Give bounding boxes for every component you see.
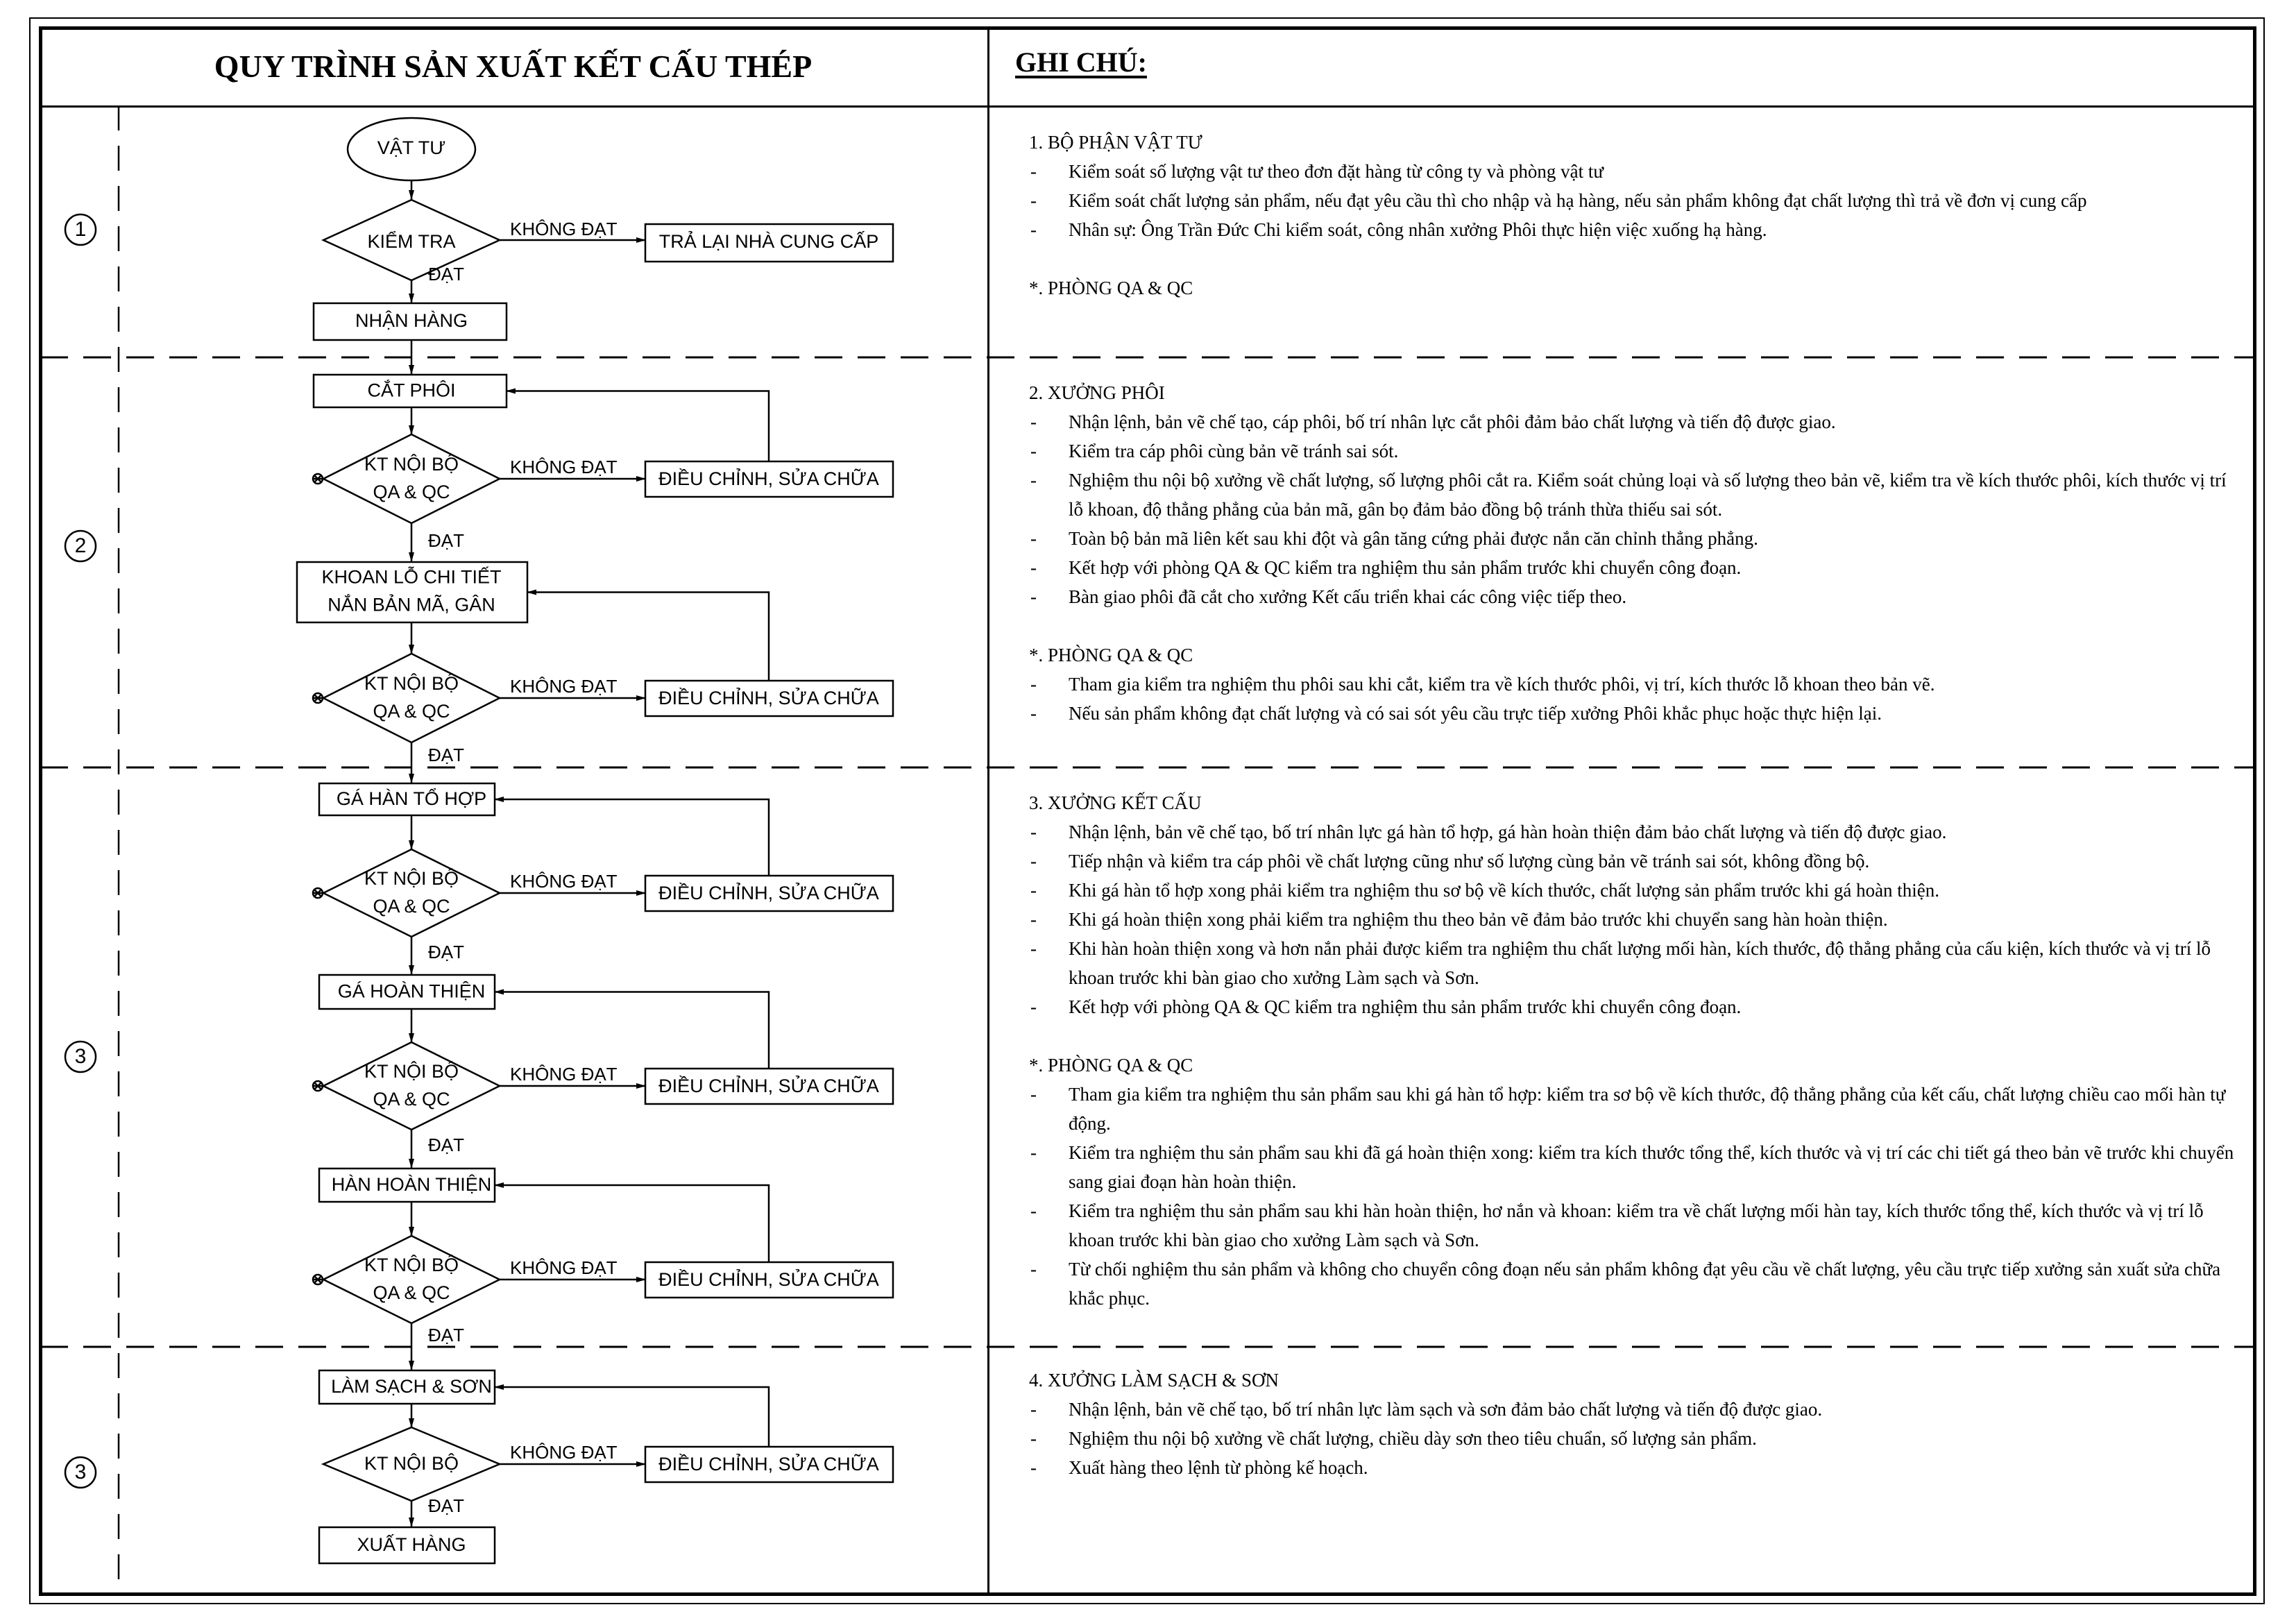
repair-label: ĐIỀU CHỈNH, SỬA CHỮA <box>658 1454 879 1475</box>
note-item <box>1029 553 2236 582</box>
note-item <box>1029 1453 2236 1482</box>
decision-label: KT NỘI BỘ <box>364 454 459 475</box>
note-text: Từ chối nghiệm thu sản phẩm và không cho chuyển công đoạn nếu sản phẩm không đạt yêu cầu về chất lượng, yêu cầu trực tiếp xưởng sản xuất sửa chữa khắc phục. <box>1069 1259 2221 1309</box>
note-text: Kiểm tra nghiệm thu sản phẩm sau khi đã gá hoàn thiện xong: kiểm tra kích thước tổng thể, kích thước và vị trí các chi tiết gá theo bản vẽ trước khi chuyển sang giai đoạn hàn hoàn thiện. <box>1069 1142 2234 1192</box>
note-item <box>1029 847 2236 876</box>
bullet-dash: - <box>1030 996 1037 1017</box>
start-node-label: VẬT TƯ <box>377 137 446 159</box>
feedback-connector <box>495 1387 769 1447</box>
decision-label: QA & QC <box>373 482 450 503</box>
bullet-dash: - <box>1030 674 1037 695</box>
notes-section-1 <box>1029 128 2236 303</box>
note-item <box>1029 1138 2236 1196</box>
bullet-dash: - <box>1030 557 1037 578</box>
note-text: Nhân sự: Ông Trần Đức Chi kiểm soát, công nhân xưởng Phôi thực hiện việc xuống hạ hàng. <box>1069 219 1767 240</box>
notes-section-2 <box>1029 378 2236 728</box>
stage-marker-number: 2 <box>74 534 87 557</box>
note-text: Tham gia kiểm tra nghiệm thu phôi sau khi cắt, kiểm tra về kích thước phôi, vị trí, kích thước lỗ khoan theo bản vẽ. <box>1069 674 1935 695</box>
note-text: Kiểm tra cáp phôi cùng bản vẽ tránh sai sót. <box>1069 441 1399 461</box>
decision-kt-noi-bo <box>323 434 500 523</box>
bullet-dash: - <box>1030 528 1037 549</box>
note-item <box>1029 466 2236 524</box>
bullet-dash: - <box>1030 909 1037 930</box>
fail-label: KHÔNG ĐẠT <box>510 870 618 892</box>
qa-heading: *. PHÒNG QA & QC <box>1029 1055 1193 1076</box>
bullet-dash: - <box>1030 880 1037 901</box>
fail-label: KHÔNG ĐẠT <box>510 456 618 477</box>
note-text: Kiểm soát chất lượng sản phẩm, nếu đạt yêu cầu thì cho nhập và hạ hàng, nếu sản phẩm không đạt chất lượng thì trả về đơn vị cung cấp <box>1069 190 2087 211</box>
note-item <box>1029 157 2236 186</box>
process-label: CẮT PHÔI <box>367 380 456 401</box>
note-item <box>1029 1080 2236 1138</box>
note-item <box>1029 436 2236 466</box>
pass-label: ĐẠT <box>428 1324 464 1345</box>
note-item <box>1029 905 2236 934</box>
bullet-dash: - <box>1030 190 1037 211</box>
decision-label: KT NỘI BỘ <box>364 673 459 695</box>
pass-label: ĐẠT <box>428 941 464 962</box>
fail-label: KHÔNG ĐẠT <box>510 1441 618 1463</box>
note-text: Nhận lệnh, bản vẽ chế tạo, bố trí nhân lực gá hàn tổ hợp, gá hàn hoàn thiện đảm bảo chất lượng và tiến độ được giao. <box>1069 822 1947 842</box>
pass-label: ĐẠT <box>428 1495 464 1516</box>
bullet-dash: - <box>1030 851 1037 872</box>
bullet-dash: - <box>1030 1084 1037 1105</box>
note-text: Kiểm tra nghiệm thu sản phẩm sau khi hàn hoàn thiện, hơ nắn và khoan: kiểm tra về chất lượng mối hàn tay, kích thước tổng thể, kích thước và vị trí lỗ khoan trước khi bàn giao cho xưởng Làm sạch và Sơn. <box>1069 1200 2204 1250</box>
feedback-connector <box>495 799 769 876</box>
note-text: Khi gá hàn tổ hợp xong phải kiểm tra nghiệm thu sơ bộ về kích thước, chất lượng sản phẩm trước khi gá hoàn thiện. <box>1069 880 1940 901</box>
pass-label: ĐẠT <box>428 263 464 284</box>
note-text: Bàn giao phôi đã cắt cho xưởng Kết cấu triển khai các công việc tiếp theo. <box>1069 586 1627 607</box>
stage-marker-number: 3 <box>74 1044 87 1068</box>
note-text: Khi hàn hoàn thiện xong và hơn nắn phải được kiểm tra nghiệm thu chất lượng mối hàn, kích thước, độ thẳng phẳng của cấu kiện, kích thước và vị trí lỗ khoan trước khi bàn giao cho xưởng Làm sạch và Sơn. <box>1069 938 2211 988</box>
page-title: QUY TRÌNH SẢN XUẤT KẾT CẤU THÉP <box>214 48 813 84</box>
note-text: Tham gia kiểm tra nghiệm thu sản phẩm sau khi gá hàn tổ hợp: kiểm tra sơ bộ về kích thước, độ thẳng phẳng của kết cấu, chất lượng chiều cao mối hàn tự động. <box>1069 1084 2226 1134</box>
note-item <box>1029 1255 2236 1313</box>
bullet-dash: - <box>1030 441 1037 461</box>
feedback-connector <box>495 1185 769 1262</box>
decision-kt-noi-bo <box>323 1042 500 1130</box>
note-item <box>1029 186 2236 215</box>
decision-kt-noi-bo <box>323 1236 500 1323</box>
decision-label: KT NỘI BỘ <box>364 1453 459 1475</box>
note-text: Kiểm soát số lượng vật tư theo đơn đặt hàng từ công ty và phòng vật tư <box>1069 161 1604 182</box>
process-label: GÁ HÀN TỔ HỢP <box>336 788 487 810</box>
bullet-dash: - <box>1030 1200 1037 1221</box>
note-item <box>1029 407 2236 436</box>
pass-label: ĐẠT <box>428 529 464 551</box>
stage-marker-number: 3 <box>74 1460 87 1484</box>
decision-label: QA & QC <box>373 701 450 722</box>
qa-heading: *. PHÒNG QA & QC <box>1029 645 1193 665</box>
feedback-connector <box>507 391 769 462</box>
connector-symbol-icon <box>313 1275 323 1284</box>
bullet-dash: - <box>1030 470 1037 491</box>
bullet-dash: - <box>1030 1428 1037 1449</box>
decision-label: KT NỘI BỘ <box>364 1255 459 1276</box>
process-label: GÁ HOÀN THIỆN <box>337 980 486 1002</box>
receive-label: NHẬN HÀNG <box>355 310 468 332</box>
note-text: Nếu sản phẩm không đạt chất lượng và có sai sót yêu cầu trực tiếp xưởng Phôi khắc phục hoặc thực hiện lại. <box>1069 703 1882 724</box>
connector-symbol-icon <box>313 474 323 484</box>
note-text: Nghiệm thu nội bộ xưởng về chất lượng, số lượng phôi cắt ra. Kiểm soát chủng loại và số lượng theo bản vẽ, kiểm tra về kích thước phôi, kích thước vị trí lỗ khoan, độ thẳng phẳng của bản mã, gân bọ đảm bảo đồng bộ tránh thừa thiếu sai sót. <box>1069 470 2227 520</box>
note-item <box>1029 215 2236 244</box>
feedback-connector <box>527 593 769 681</box>
bullet-dash: - <box>1030 822 1037 842</box>
note-text: Nhận lệnh, bản vẽ chế tạo, cáp phôi, bố trí nhân lực cắt phôi đảm bảo chất lượng và tiến độ được giao. <box>1069 411 1836 432</box>
note-heading: 1. BỘ PHẬN VẬT TƯ <box>1029 132 1202 153</box>
fail-label: KHÔNG ĐẠT <box>510 1257 618 1278</box>
decision-label: QA & QC <box>373 1089 450 1110</box>
process-label: NẮN BẢN MÃ, GÂN <box>328 594 495 615</box>
note-item <box>1029 817 2236 847</box>
note-text: Kết hợp với phòng QA & QC kiểm tra nghiệm thu sản phẩm trước khi chuyển công đoạn. <box>1069 557 1742 578</box>
bullet-dash: - <box>1030 703 1037 724</box>
note-item <box>1029 670 2236 699</box>
bullet-dash: - <box>1030 161 1037 182</box>
ship-label: XUẤT HÀNG <box>357 1534 466 1556</box>
process-label: HÀN HOÀN THIỆN <box>331 1174 492 1196</box>
repair-label: ĐIỀU CHỈNH, SỬA CHỮA <box>658 468 879 490</box>
note-text: Xuất hàng theo lệnh từ phòng kế hoạch. <box>1069 1457 1368 1478</box>
fail-label: KHÔNG ĐẠT <box>510 1063 618 1085</box>
note-item <box>1029 582 2236 611</box>
decision-kiem-tra-label: KIỂM TRA <box>367 231 456 253</box>
notes-section-4 <box>1029 1366 2236 1482</box>
note-item <box>1029 1196 2236 1255</box>
decision-kt-noi-bo <box>323 849 500 937</box>
notes-title: GHI CHÚ: <box>1015 46 1147 78</box>
feedback-connector <box>495 992 769 1069</box>
note-text: Tiếp nhận và kiểm tra cáp phôi về chất lượng cũng như số lượng cùng bản vẽ tránh sai sót, không đồng bộ. <box>1069 851 1870 872</box>
process-label: KHOAN LỖ CHI TIẾT <box>321 566 502 588</box>
return-supplier-label: TRẢ LẠI NHÀ CUNG CẤP <box>658 231 879 253</box>
note-item <box>1029 992 2236 1021</box>
bullet-dash: - <box>1030 1457 1037 1478</box>
note-text: Kết hợp với phòng QA & QC kiểm tra nghiệm thu sản phẩm trước khi chuyển công đoạn. <box>1069 996 1742 1017</box>
decision-label: KT NỘI BỘ <box>364 868 459 890</box>
bullet-dash: - <box>1030 1259 1037 1280</box>
note-item <box>1029 1424 2236 1453</box>
notes-section-3 <box>1029 788 2236 1313</box>
bullet-dash: - <box>1030 411 1037 432</box>
repair-label: ĐIỀU CHỈNH, SỬA CHỮA <box>658 1076 879 1097</box>
qa-heading: *. PHÒNG QA & QC <box>1029 278 1193 298</box>
connector-symbol-icon <box>313 693 323 703</box>
note-item <box>1029 876 2236 905</box>
bullet-dash: - <box>1030 219 1037 240</box>
repair-label: ĐIỀU CHỈNH, SỬA CHỮA <box>658 688 879 709</box>
fail-label: KHÔNG ĐẠT <box>510 218 618 239</box>
note-item <box>1029 1395 2236 1424</box>
decision-label: QA & QC <box>373 1282 450 1304</box>
note-heading: 3. XƯỞNG KẾT CẤU <box>1029 792 1202 813</box>
connector-symbol-icon <box>313 888 323 898</box>
bullet-dash: - <box>1030 938 1037 959</box>
decision-label: KT NỘI BỘ <box>364 1061 459 1082</box>
bullet-dash: - <box>1030 1399 1037 1420</box>
pass-label: ĐẠT <box>428 1134 464 1155</box>
note-heading: 4. XƯỞNG LÀM SẠCH & SƠN <box>1029 1370 1279 1391</box>
pass-label: ĐẠT <box>428 744 464 765</box>
note-item <box>1029 524 2236 553</box>
bullet-dash: - <box>1030 586 1037 607</box>
note-item <box>1029 934 2236 992</box>
repair-label: ĐIỀU CHỈNH, SỬA CHỮA <box>658 883 879 904</box>
decision-kt-noi-bo <box>323 654 500 742</box>
connector-symbol-icon <box>313 1081 323 1091</box>
decision-label: QA & QC <box>373 896 450 917</box>
process-label: LÀM SẠCH & SƠN <box>331 1376 492 1397</box>
note-text: Toàn bộ bản mã liên kết sau khi đột và gân tăng cứng phải được nắn căn chỉnh thẳng phẳng. <box>1069 528 1758 549</box>
note-text: Nhận lệnh, bản vẽ chế tạo, bố trí nhân lực làm sạch và sơn đảm bảo chất lượng và tiến độ được giao. <box>1069 1399 1823 1420</box>
note-heading: 2. XƯỞNG PHÔI <box>1029 382 1165 403</box>
note-text: Nghiệm thu nội bộ xưởng về chất lượng, chiều dày sơn theo tiêu chuẩn, số lượng sản phẩm. <box>1069 1428 1757 1449</box>
note-item <box>1029 699 2236 728</box>
bullet-dash: - <box>1030 1142 1037 1163</box>
stage-marker-number: 1 <box>74 217 87 241</box>
repair-label: ĐIỀU CHỈNH, SỬA CHỮA <box>658 1269 879 1291</box>
fail-label: KHÔNG ĐẠT <box>510 675 618 697</box>
note-text: Khi gá hoàn thiện xong phải kiểm tra nghiệm thu theo bản vẽ đảm bảo trước khi chuyển sang hàn hoàn thiện. <box>1069 909 1888 930</box>
